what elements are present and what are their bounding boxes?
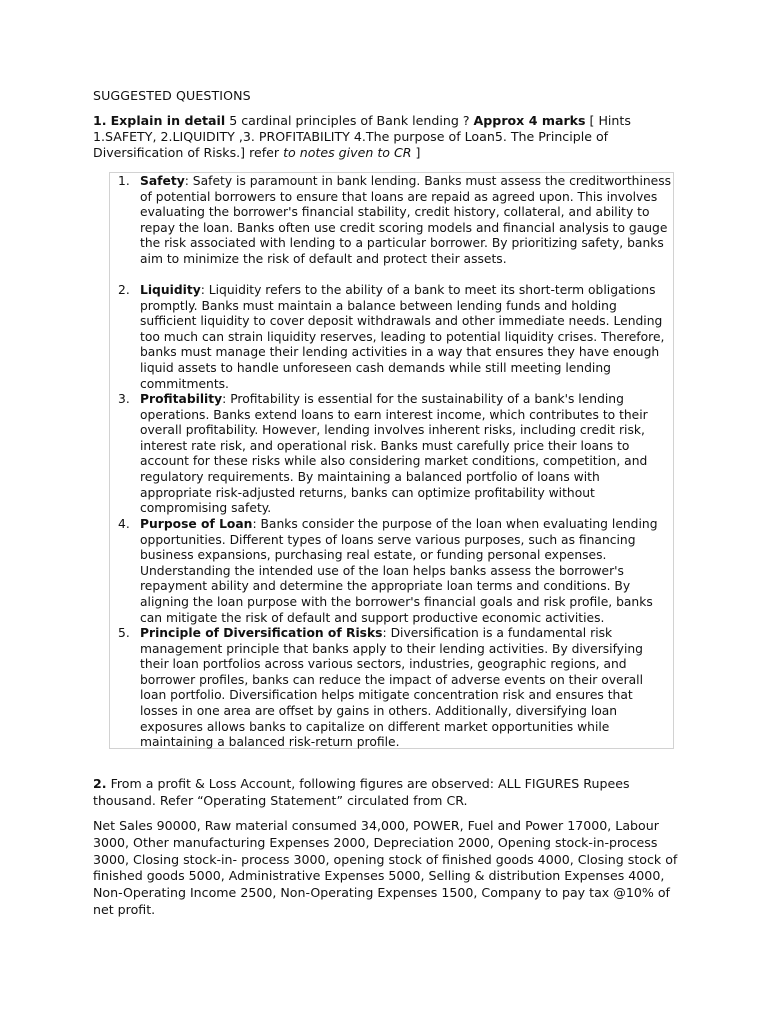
question-1-number: 1. (93, 113, 107, 128)
answer-box (109, 172, 674, 749)
answer-title: Principle of Diversification of Risks (140, 626, 383, 640)
question-1-refer: to notes given to CR (283, 145, 412, 160)
page-heading: SUGGESTED QUESTIONS (93, 88, 251, 103)
answer-item-liquidity (118, 283, 673, 392)
answer-item-safety (118, 174, 673, 268)
answer-body: : Banks consider the purpose of the loan when evaluating lending opportunities. Different types of loans serve various purposes, such as financing business expansions, purchasing real estate, or funding personal expenses. Understanding the intended use of the loan helps banks assess the borrower's repayment ability and determine the appropriate loan terms and conditions. By aligning the loan purpose with the borrower's financial goals and risk profile, banks can mitigate the risk of default and support productive economic activities. (140, 517, 658, 625)
question-1-hints: [ Hints 1.SAFETY, 2.LIQUIDITY ,3. PROFITABILITY 4.The purpose of Loan5. The Principle of Diversification of Risks.] refer (93, 113, 631, 160)
answer-number: 4. (118, 517, 130, 531)
answer-item-profitability (118, 392, 673, 517)
question-1-text: 5 cardinal principles of Bank lending ? (225, 113, 474, 128)
question-1-lead: Explain in detail (110, 113, 226, 128)
answer-number: 2. (118, 283, 130, 297)
question-1-close: ] (411, 145, 421, 160)
answer-title: Purpose of Loan (140, 517, 253, 531)
question-1 (93, 113, 678, 161)
answer-number: 5. (118, 626, 130, 640)
answer-body: : Diversification is a fundamental risk management principle that banks apply to their lending activities. By diversifying their loan portfolios across various sectors, industries, geographic regions, and borrower profiles, banks can reduce the impact of adverse events on their overall loan portfolio. Diversification helps mitigate concentration risk and ensures that losses in one area are offset by gains in others. Additionally, diversifying loan exposures allows banks to capitalize on different market opportunities while maintaining a balanced risk-return profile. (140, 626, 644, 750)
question-2-text: From a profit & Loss Account, following figures are observed: ALL FIGURES Rupees thousand. Refer “Operating Statement” circulated from CR. (93, 776, 630, 808)
answer-number: 3. (118, 392, 130, 406)
answer-title: Safety (140, 174, 185, 188)
question-2 (93, 776, 678, 809)
answer-number: 1. (118, 174, 130, 188)
answer-title: Profitability (140, 392, 223, 406)
answer-body: : Profitability is essential for the sustainability of a bank's lending operations. Banks extend loans to earn interest income, which contributes to their overall profitability. However, lending involves inherent risks, including credit risk, interest rate risk, and operational risk. Banks must carefully price their loans to account for these risks while also considering market conditions, competition, and regulatory requirements. By maintaining a balanced portfolio of loans with appropriate risk-adjusted returns, banks can optimize profitability without compromising safety. (140, 392, 648, 516)
answer-item-diversification (118, 626, 673, 751)
answer-item-purpose-of-loan (118, 517, 673, 626)
answer-body: : Safety is paramount in bank lending. Banks must assess the creditworthiness of potential borrowers to ensure that loans are repaid as agreed upon. This involves evaluating the borrower's financial stability, credit history, collateral, and ability to repay the loan. Banks often use credit scoring models and financial analysis to gauge the risk associated with lending to a particular borrower. By prioritizing safety, banks aim to minimize the risk of default and protect their assets. (140, 174, 672, 266)
question-2-number: 2. (93, 776, 107, 791)
answer-body: : Liquidity refers to the ability of a bank to meet its short-term obligations promptly. Banks must maintain a balance between lending funds and holding sufficient liquidity to cover deposit withdrawals and other immediate needs. Lending too much can strain liquidity reserves, leading to potential liquidity crises. Therefore, banks must manage their lending activities in a way that ensures they have enough liquid assets to handle unforeseen cash demands while still meeting lending commitments. (140, 283, 665, 391)
question-1-marks: Approx 4 marks (473, 113, 586, 128)
question-2-figures: Net Sales 90000, Raw material consumed 34,000, POWER, Fuel and Power 17000, Labour 3000, Other manufacturing Expenses 2000, Depreciation 2000, Opening stock-in-process 3000, Closing stock-in- process 3000, opening stock of finished goods 4000, Closing stock of finished goods 5000, Administrative Expenses 5000, Selling & distribution Expenses 4000, Non-Operating Income 2500, Non-Operating Expenses 1500, Company to pay tax @10% of net profit. (93, 818, 678, 917)
answer-title: Liquidity (140, 283, 201, 297)
